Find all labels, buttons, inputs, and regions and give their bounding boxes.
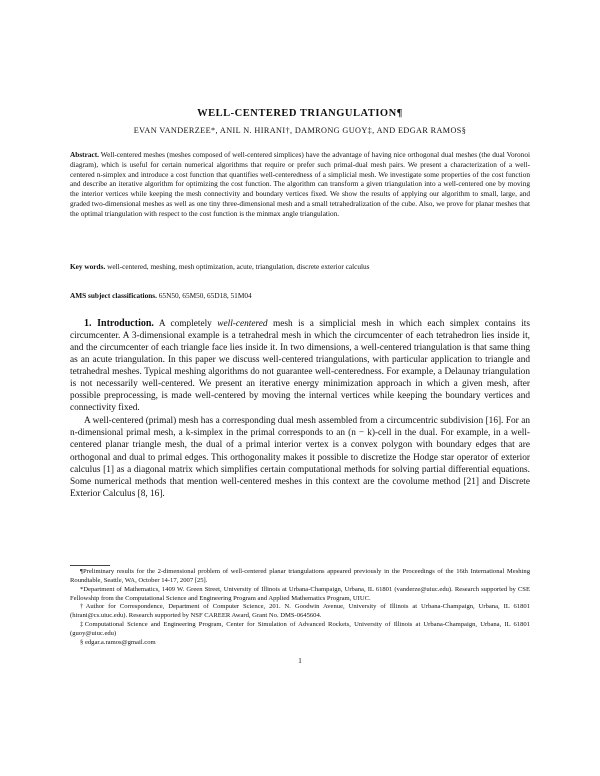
footnote: *Department of Mathematics, 1409 W. Green Street, University of Illinois at Urbana-Champaign, Urbana, IL 61801 (vanderze@uiuc.edu). Research supported by CSE Fellowship from the Computational Science and Engineering Program and Applied Mathematics Program, UIUC. bbox=[70, 585, 530, 602]
author-list: EVAN VANDERZEE*, ANIL N. HIRANI†, DAMRONG GUOY‡, AND EDGAR RAMOS§ bbox=[133, 126, 467, 135]
intro-p1-start: A completely bbox=[158, 319, 218, 329]
abstract-label: Abstract. bbox=[70, 150, 99, 159]
intro-p1-rest: mesh is a simplicial mesh in which each simplex contains its circumcenter. A 3-dimensional example is a tetrahedral mesh in which the circumcenter of each tetrahedron lies inside it, and the circumcenter of each triangle face lies inside it. In two dimensions, a well-centered triangulation is that same thing as an acute triangulation. In this paper we discuss well-centered triangulations, with particular application to triangle and tetrahedral meshes. Typical meshing algorithms do not guarantee well-centeredness. For example, a Delaunay triangulation is not necessarily well-centered. We present an iterative energy minimization approach in which a given mesh, after possible preprocessing, is made well-centered by moving the internal vertices while keeping the boundary vertices and connectivity fixed. bbox=[70, 319, 530, 414]
page-number: 1 bbox=[298, 656, 302, 665]
keywords-text: well-centered, meshing, mesh optimization, acute, triangulation, discrete exterior calculus bbox=[107, 262, 370, 271]
abstract-text: Well-centered meshes (meshes composed of well-centered simplices) have the advantage of having nice orthogonal dual meshes (the dual Voronoi diagram), which is useful for certain numerical algorithms that require or prefer such primal-dual mesh pairs. We present a characterization of a well-centered n-simplex and introduce a cost function that quantifies well-centeredness of a simplicial mesh. We investigate some properties of the cost function and describe an iterative algorithm for optimizing the cost function. The algorithm can transform a given triangulation into a well-centered one by moving the interior vertices while keeping the mesh connectivity and boundary vertices fixed. We show the results of applying our algorithm to small, large, and graded two-dimensional meshes as well as one tiny three-dimensional mesh and a small tetrahedralization of the cube. Also, we prove for planar meshes that the optimal triangulation with respect to the cost function is the minmax angle triangulation. bbox=[70, 150, 530, 218]
ams-classifications bbox=[70, 291, 530, 301]
keywords bbox=[70, 262, 530, 272]
introduction-section bbox=[70, 318, 530, 500]
footnote: ¶Preliminary results for the 2-dimensional problem of well-centered planar triangulations appeared previously in the Proceedings of the 16th International Meshing Roundtable, Seattle, WA, October 14-17, 2007 [25]. bbox=[70, 568, 530, 584]
section-heading: 1. Introduction. bbox=[84, 318, 154, 329]
intro-p1-emphasis: well-centered bbox=[217, 319, 268, 329]
footnote: †Author for Correspondence, Department of Computer Science, 201. N. Goodwin Avenue, University of Illinois at Urbana-Champaign, Urbana, IL 61801 (hirani@cs.uiuc.edu). Research supported by NSF CAREER Award, Grant No. DMS-0645604. bbox=[70, 603, 530, 620]
keywords-label: Key words. bbox=[70, 262, 106, 271]
footnote: ‡Computational Science and Engineering Program, Center for Simulation of Advanced Rockets, University of Illinois at Urbana-Champaign, Urbana, IL 61801 (guoy@uiuc.edu) bbox=[70, 621, 530, 637]
footnote: § edgar.a.ramos@gmail.com bbox=[80, 638, 156, 646]
intro-paragraph-1 bbox=[70, 318, 530, 414]
intro-paragraph-2: A well-centered (primal) mesh has a corresponding dual mesh assembled from a circumcentric subdivision [16]. For an n-dimensional primal mesh, a k-simplex in the primal corresponds to an (n − k)-cell in the dual. For example, in a well-centered planar triangle mesh, the dual of a primal interior vertex is a convex polygon with boundary edges that are orthogonal and dual to primal edges. This orthogonality makes it possible to discretize the Hodge star operator of exterior calculus [1] as a diagonal matrix which simplifies certain computational methods for solving partial differential equations. Some numerical methods that mention well-centered meshes in this context are the covolume method [21] and Discrete Exterior Calculus [8, 16]. bbox=[70, 416, 530, 499]
paper-title: WELL-CENTERED TRIANGULATION¶ bbox=[197, 108, 403, 119]
ams-text: 65N50, 65M50, 65D18, 51M04 bbox=[158, 291, 252, 300]
footnotes bbox=[70, 568, 530, 648]
abstract bbox=[70, 150, 530, 218]
footnote-rule bbox=[70, 565, 110, 566]
ams-label: AMS subject classifications. bbox=[70, 291, 157, 300]
